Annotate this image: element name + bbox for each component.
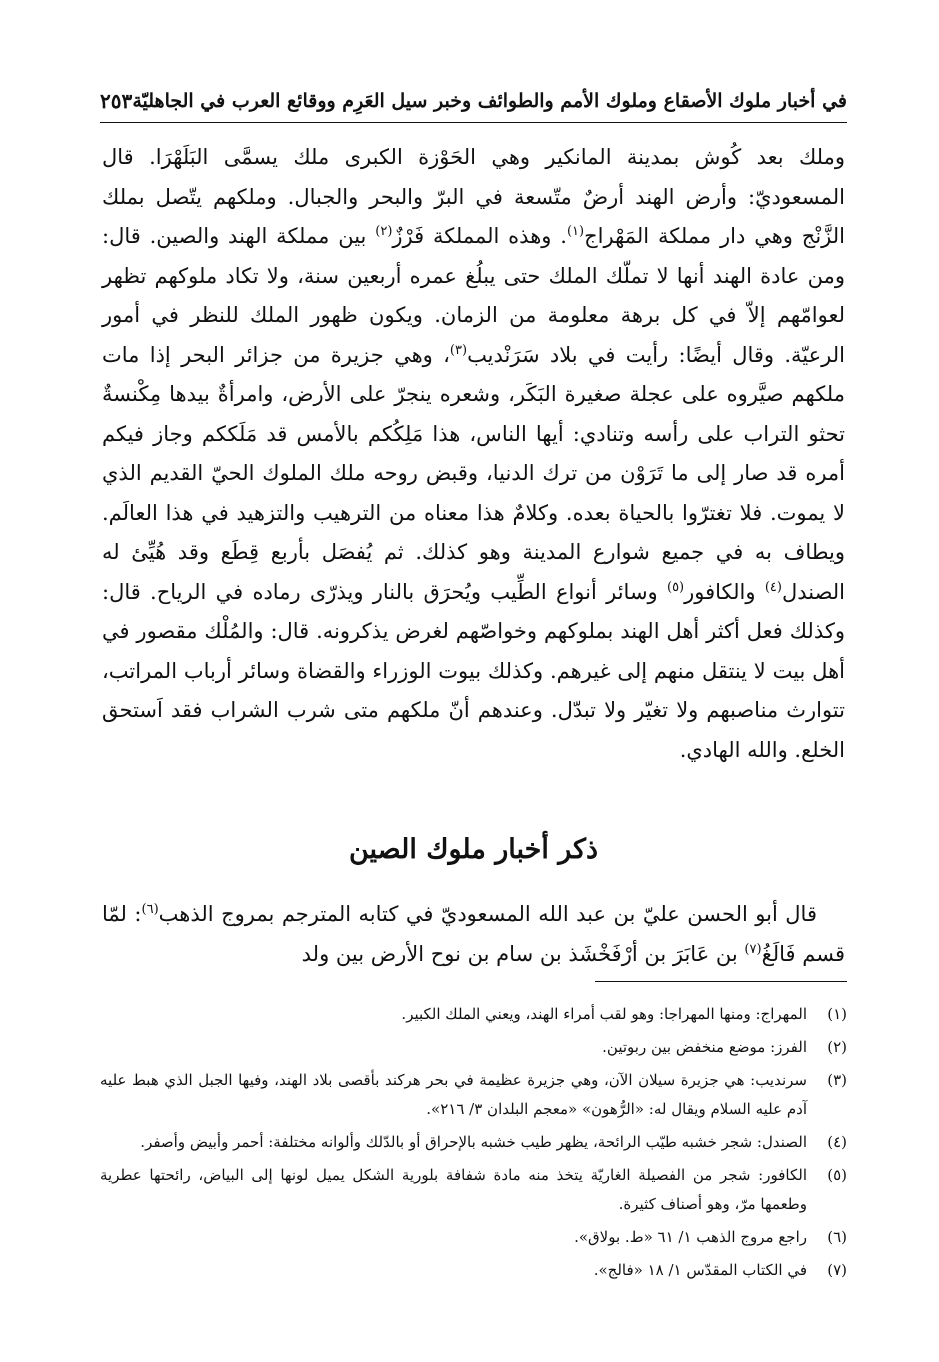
- footnote-ref-7: (٧): [744, 941, 762, 957]
- page-header: [100, 80, 847, 123]
- footnote-number: (٣): [827, 1071, 847, 1089]
- text-run: بن عَابَرَ بن أرْفَخْشَذ بن سام بن نوح الأرض بين ولد: [301, 941, 745, 966]
- page-number: ٢٥٣: [100, 89, 133, 113]
- footnote: [100, 1128, 847, 1157]
- footnote: [100, 1000, 847, 1029]
- footnote-ref-6: (٦): [141, 902, 159, 917]
- footnote-ref-4: (٤): [764, 579, 782, 595]
- footnote-number: (٢): [827, 1038, 847, 1056]
- text-run: وملك بعد كُوش بمدينة المانكير وهي الحَوْزة الكبرى ملك يسمَّى البَلَهْرَا. قال المسعوديّ: وأرض الهند أرضٌ متّسعة في البرّ والبحر والجبال. وملكهم يتّصل بملك الزَّنْج وهي دار مملكة المَهْراج: [102, 145, 845, 248]
- footnote-number: (٧): [827, 1261, 847, 1279]
- footnote-text: راجع مروج الذهب ١/ ٦١ «ط. بولاق».: [574, 1228, 807, 1246]
- text-run: ، وهي جزيرة من جزائر البحر إذا مات ملكهم صيَّروه على عجلة صغيرة البَكَر، وشعره ينجرّ على الأرض، وامرأةٌ بيدها مِكْنسةٌ تحثو التراب على رأسه وتنادي: أيها الناس، هذا مَلِكُكم بالأمس قد مَلَككم وجاز فيكم أمره قد صار إلى ما تَرَوْن من ترك الدنيا، وقبض روحه ملك الملوك الحيّ القديم الذي لا يموت. فلا تغترّوا بالحياة بعده. وكلامٌ هذا معناه من الترهيب والتزهيد في هذا العالَم. ويطاف به في جميع شوارع المدينة وهو كذلك. ثم يُفصَل بأربع قِطَع وقد هُيِّئ له الصندل: [102, 342, 846, 604]
- footnote-number: (٦): [827, 1228, 847, 1246]
- footnote-text: سرنديب: هي جزيرة سيلان الآن، وهي جزيرة عظيمة في بحر هركند بأقصى بلاد الهند، وفيها الجبل الذي هبط عليه آدم عليه السلام ويقال له: «الرُّهون» «معجم البلدان ٣/ ٢١٦».: [100, 1071, 807, 1118]
- footnote-ref-5: (٥): [666, 579, 685, 595]
- footnote: [100, 1161, 847, 1219]
- footnote-ref-2: (٢): [375, 224, 393, 239]
- footnote-number: (٥): [827, 1166, 847, 1184]
- footnote-text: المهراج: ومنها المهراجا: وهو لقب أمراء الهند، ويعني الملك الكبير.: [401, 1005, 807, 1023]
- footnote: [100, 1033, 847, 1062]
- paragraph-kings-of-china: [102, 895, 845, 974]
- footnote-ref-1: (١): [566, 224, 585, 239]
- text-run: : لمّا قسم فَالَغُ: [102, 902, 845, 966]
- footnote-text: الكافور: شجر من الفصيلة الغاريّة يتخذ منه مادة شفافة بلورية الشكل يميل لونها إلى البياض، رائحتها عطرية وطعمها مرّ، وهو أصناف كثيرة.: [100, 1166, 807, 1213]
- footnote: [100, 1223, 847, 1252]
- footnote: [100, 1256, 847, 1285]
- text-run: وسائر أنواع الطِّيب ويُحرَق بالنار ويذرّى رماده في الرياح. قال: وكذلك فعل أكثر أهل الهند بملوكهم وخواصّهم لغرض يذكرونه. قال: والمُلْك مقصور في أهل بيت لا ينتقل منهم إلى غيرهم. وكذلك بيوت الوزراء والقضاة وسائر أرباب المراتب، تتوارث مناصبهم ولا تغيّر ولا تبدّل. وعندهم أنّ ملكهم متى شرب الشراب فقد اَستحق الخلع. والله الهادي.: [102, 579, 845, 762]
- footnotes: [100, 1000, 847, 1289]
- text-run: قال أبو الحسن عليّ بن عبد الله المسعوديّ في كتابه المترجم بمروج الذهب: [158, 902, 817, 926]
- text-run: . وهذه المملكة فَرْزٌ: [392, 224, 567, 248]
- footnote-text: الفرز: موضع منخفض بين ربوتين.: [602, 1038, 807, 1056]
- text-run: والكافور: [684, 579, 765, 604]
- footnote-number: (٤): [827, 1133, 847, 1151]
- footnote-number: (١): [827, 1005, 847, 1023]
- footnote-ref-3: (٣): [449, 342, 468, 358]
- main-text: [102, 138, 845, 974]
- running-title: في أخبار ملوك الأصقاع وملوك الأمم والطوائف وخبر سيل العَرِم ووقائع العرب في الجاهليّة: [132, 90, 847, 112]
- footnote-text: الصندل: شجر خشبه طيّب الرائحة، يظهر طيب خشبه بالإحراق أو بالدّلك وألوانه مختلفة: أحمر وأبيض وأصفر.: [140, 1133, 807, 1151]
- footnote: [100, 1066, 847, 1124]
- section-heading: ذكر أخبار ملوك الصين: [348, 834, 599, 865]
- text-run: بين مملكة الهند والصين. قال: ومن عادة الهند أنها لا تملّك الملك حتى يبلُغ عمره أربعين سنة، ولا تكاد ملوكهم تظهر لعوامّهم إلاّ في كل برهة معلومة من الزمان. ويكون ظهور الملك للنظر في أمور الرعيّة. وقال أيضًا: رأيت في بلاد سَرَنْديب: [102, 224, 845, 367]
- paragraph-kings-of-india: [102, 138, 845, 770]
- footnote-text: في الكتاب المقدّس ١/ ١٨ «فالج».: [593, 1261, 807, 1279]
- footnote-divider: [595, 981, 847, 982]
